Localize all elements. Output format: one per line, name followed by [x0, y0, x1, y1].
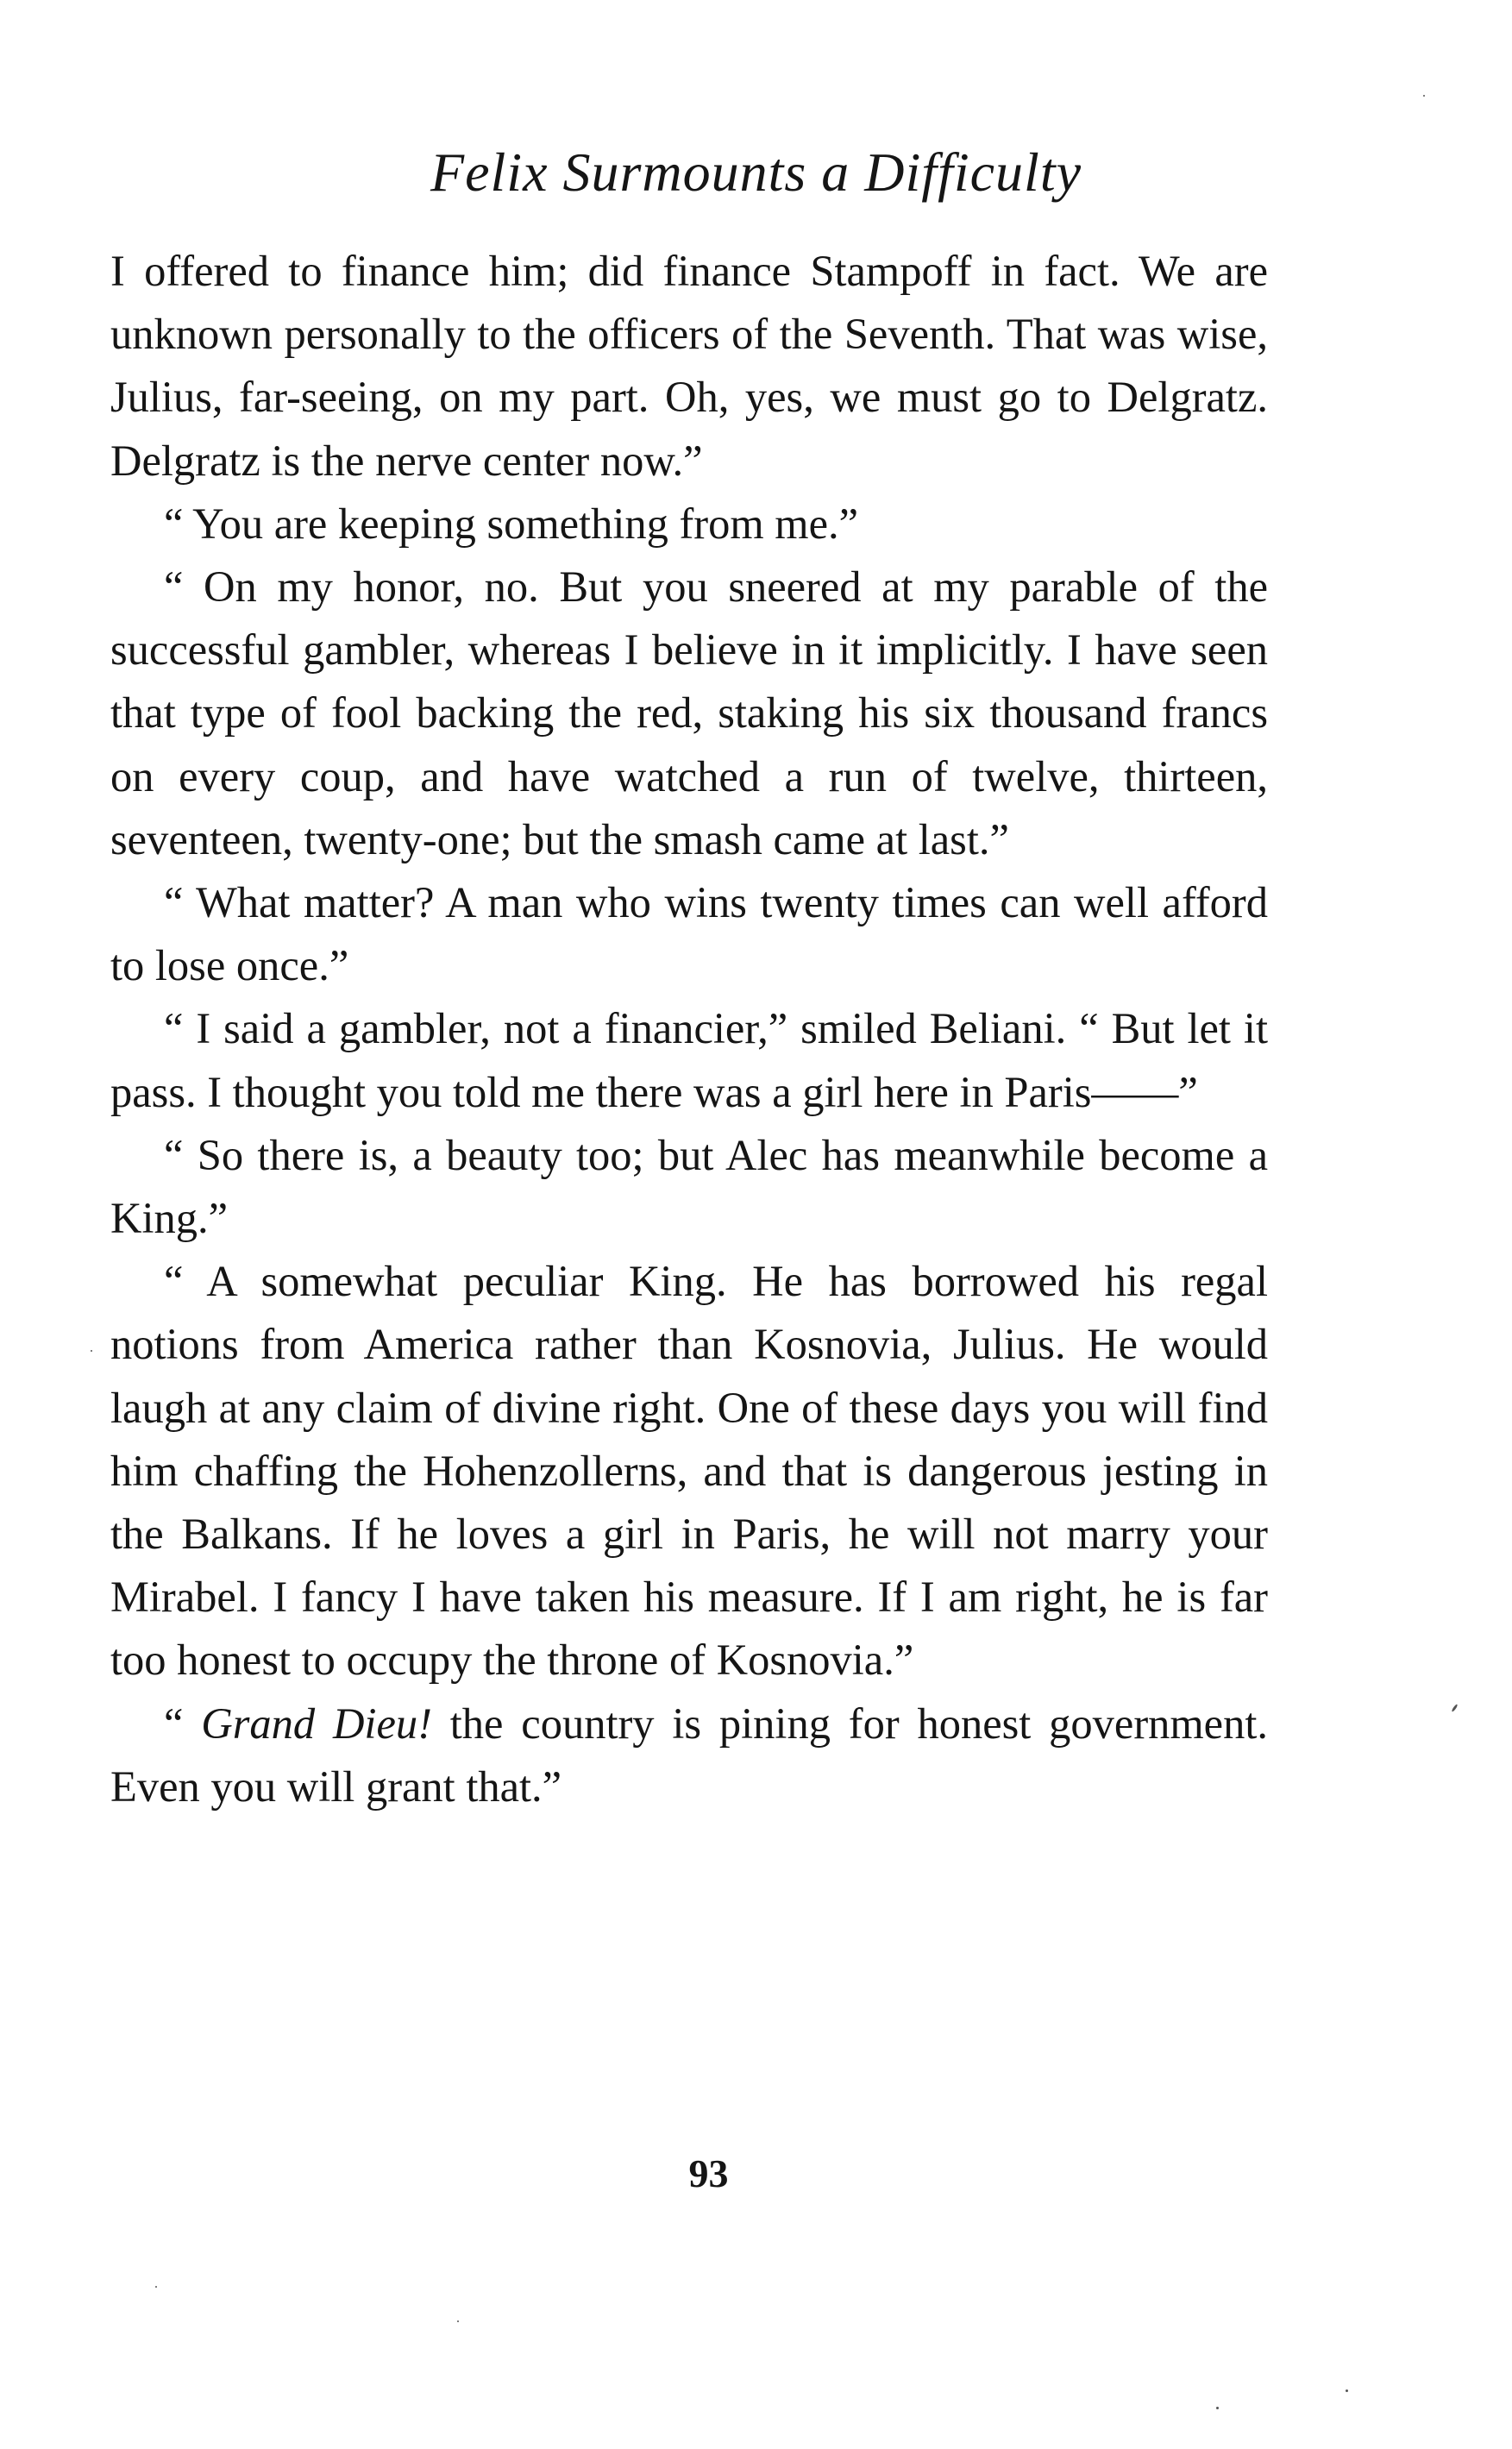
paragraph: “ So there is, a beauty too; but Alec has meanwhile become a King.”	[110, 1130, 1268, 1243]
paragraph: “ On my honor, no. But you sneered at my parable of the successful gambler, whereas I believe in it implicitly. I have seen that type of fool backing the red, staking his six thousand francs on every coup, and have watched a run of twelve, thirteen, seventeen, twenty-one; but the smash came at last.”	[110, 562, 1268, 863]
paper-speck	[1451, 1704, 1458, 1712]
paper-speck	[1216, 2407, 1219, 2409]
paragraph: “ A somewhat peculiar King. He has borrowed his regal notions from America rather than Kosnovia, Julius. He would laugh at any claim of divine right. One of these days you will find him chaffing the Hohenzollerns, and that is dangerous jesting in the Balkans. If he loves a girl in Paris, he will not marry your Mirabel. I fancy I have taken his measure. If I am right, he is far too honest to occupy the throne of Kosnovia.”	[110, 1257, 1268, 1685]
italic-exclamation: Grand Dieu!	[201, 1699, 432, 1748]
quote-open: “	[164, 1699, 202, 1748]
paragraph: “ I said a gambler, not a financier,” smiled Beliani. “ But let it pass. I thought you told me there was a girl here in Paris——”	[110, 1004, 1268, 1116]
running-head: Felix Surmounts a Difficulty	[430, 141, 1082, 203]
paper-speck	[155, 2286, 157, 2288]
paper-speck	[91, 1350, 92, 1352]
paper-speck	[457, 2320, 459, 2322]
page-number: 93	[688, 2151, 729, 2195]
paper-speck	[1346, 2389, 1348, 2392]
paper-speck	[1423, 95, 1425, 97]
body-text	[110, 240, 1268, 1818]
paragraph: “ What matter? A man who wins twenty times can well afford to lose once.”	[110, 878, 1268, 990]
paragraph: “ You are keeping something from me.”	[164, 499, 859, 548]
paragraph-last-text: the country is pining for honest government. Even you will grant that.”	[110, 1699, 1268, 1811]
paragraph-last	[110, 1692, 1268, 1818]
paragraph: I offered to finance him; did finance Stampoff in fact. We are unknown personally to the officers of the Seventh. That was wise, Julius, far-seeing, on my part. Oh, yes, we must go to Delgratz. Delgratz is the nerve center now.”	[110, 247, 1268, 485]
